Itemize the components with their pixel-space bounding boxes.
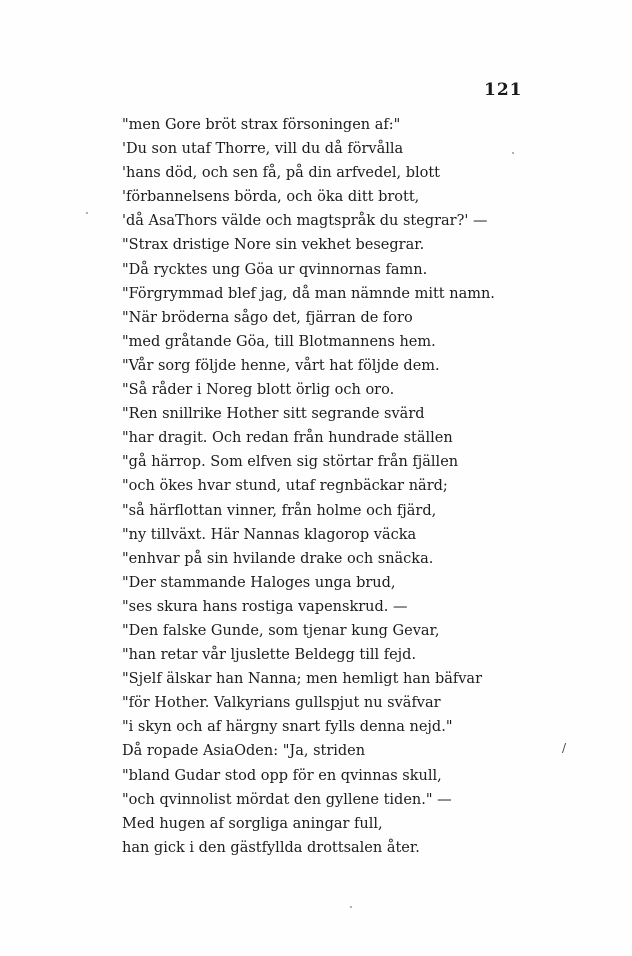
page-number: 121 <box>484 80 523 100</box>
verse-line: "med gråtande Göa, till Blotmannens hem. <box>122 333 436 350</box>
verse-line: "enhvar på sin hvilande drake och snäcka. <box>122 550 434 567</box>
verse-line: "för Hother. Valkyrians gullspjut nu sväfvar <box>122 695 441 712</box>
verse-block <box>122 113 522 860</box>
verse-line: "i skyn och af härgny snart fylls denna nejd." <box>122 719 453 736</box>
verse-line: "Vår sorg följde henne, vårt hat följde dem. <box>122 357 440 374</box>
verse-line: "När bröderna sågo det, fjärran de foro <box>122 309 413 326</box>
verse-line: "Så råder i Noreg blott örlig och oro. <box>122 382 395 399</box>
verse-line: "bland Gudar stod opp för en qvinnas skull, <box>122 767 442 784</box>
verse-line: "Strax dristige Nore sin vekhet besegrar. <box>122 237 425 254</box>
verse-line: 'hans död, och sen få, på din arfvedel, blott <box>122 165 441 182</box>
verse-line: "Der stammande Haloges unga brud, <box>122 574 396 591</box>
verse-line: "Den falske Gunde, som tjenar kung Gevar, <box>122 622 440 639</box>
verse-line: "Ren snillrike Hother sitt segrande svärd <box>122 406 425 423</box>
paper-speck <box>512 152 514 154</box>
verse-line: "och ökes hvar stund, utaf regnbäckar närd; <box>122 478 448 495</box>
verse-line: han gick i den gästfyllda drottsalen åter. <box>122 839 420 856</box>
verse-line: 'då AsaThors välde och magtspråk du stegrar?' — <box>122 213 488 230</box>
verse-line: "han retar vår ljuslette Beldegg till fejd. <box>122 647 417 664</box>
verse-line: Då ropade AsiaOden: "Ja, striden <box>122 743 366 760</box>
verse-line: "ses skura hans rostiga vapenskrud. — <box>122 598 408 615</box>
verse-line: "ny tillväxt. Här Nannas klagorop väcka <box>122 526 417 543</box>
verse-line: "har dragit. Och redan från hundrade ställen <box>122 430 453 447</box>
verse-line: "Sjelf älskar han Nanna; men hemligt han bäfvar <box>122 671 483 688</box>
stray-pen-mark: / <box>562 741 567 755</box>
verse-line: "så härflottan vinner, från holme och fjärd, <box>122 502 437 519</box>
verse-line: "men Gore bröt strax försoningen af:" <box>122 117 401 133</box>
verse-line: "gå härrop. Som elfven sig störtar från fjällen <box>122 454 459 471</box>
verse-line: "Då rycktes ung Göa ur qvinnornas famn. <box>122 261 428 278</box>
verse-line: "Förgrymmad blef jag, då man nämnde mitt namn. <box>122 285 495 302</box>
paper-speck <box>86 212 88 214</box>
paper-speck <box>350 906 352 908</box>
verse-line: 'förbannelsens börda, och öka ditt brott, <box>122 189 420 206</box>
verse-line: Med hugen af sorgliga aningar full, <box>122 815 383 832</box>
verse-line: 'Du son utaf Thorre, vill du då förvålla <box>122 141 404 158</box>
verse-line: "och qvinnolist mördat den gyllene tiden." — <box>122 791 452 808</box>
